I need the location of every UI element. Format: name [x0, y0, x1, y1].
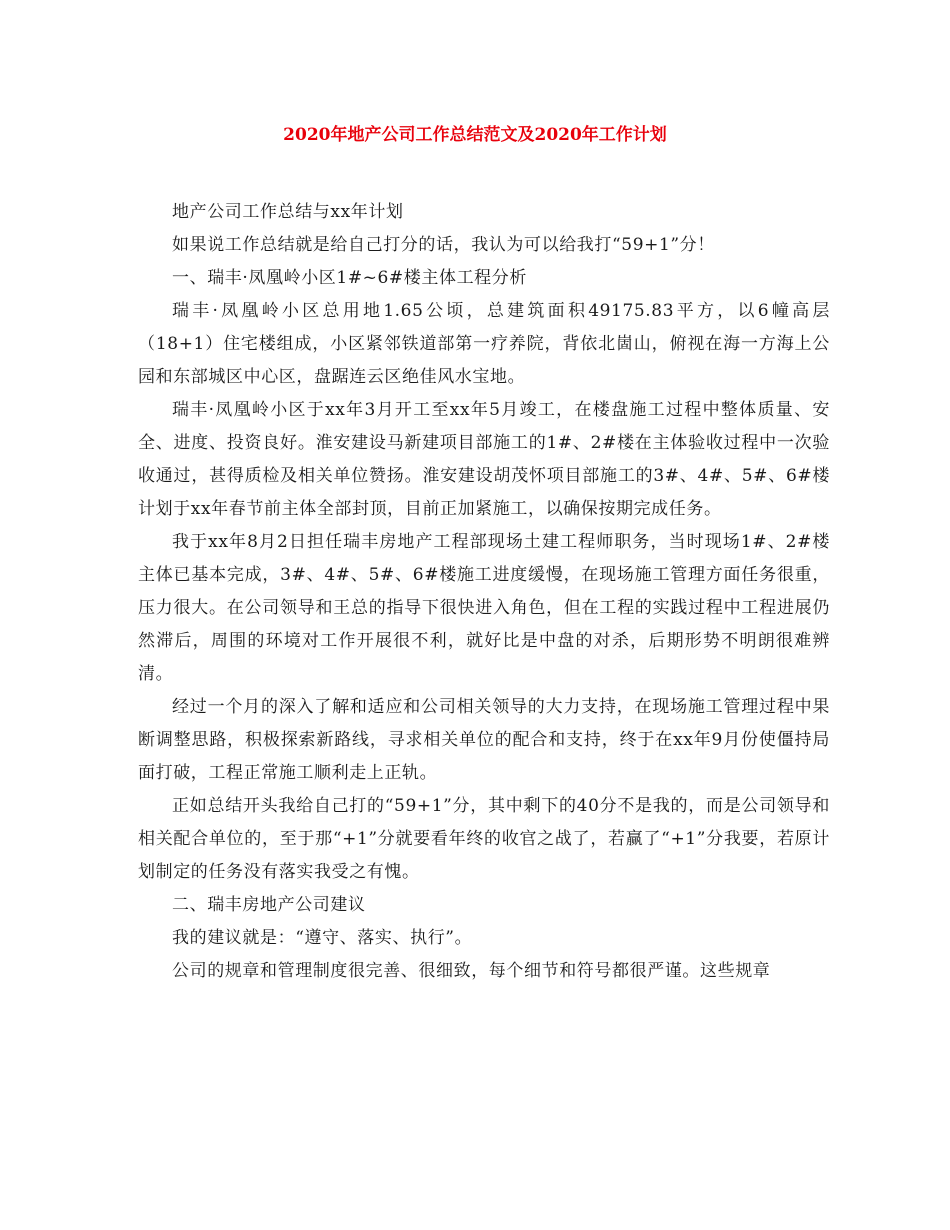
paragraph: 正如总结开头我给自己打的“59+1”分，其中剩下的40分不是我的，而是公司领导和相关配合单位的，至于那“+1”分就要看年终的收官之战了，若赢了“+1”分我要，若原计划制定的任务没有落实我受之有愧。 — [138, 796, 830, 882]
paragraph: 瑞丰·凤凰岭小区总用地1.65公顷，总建筑面积49175.83平方，以6幢高层（18+1）住宅楼组成，小区紧邻铁道部第一疗养院，背依北崮山，俯视在海一方海上公园和东部城区中心区，盘踞连云区绝佳风水宝地。 — [138, 301, 830, 387]
document-body — [138, 196, 830, 988]
section-heading: 二、瑞丰房地产公司建议 — [172, 895, 366, 915]
paragraph: 我的建议就是：“遵守、落实、执行”。 — [172, 928, 473, 948]
section-heading: 一、瑞丰·凤凰岭小区1#~6#楼主体工程分析 — [172, 268, 527, 288]
paragraph: 如果说工作总结就是给自己打分的话，我认为可以给我打“59+1”分！ — [172, 235, 715, 255]
document-title: 2020年地产公司工作总结范文及2020年工作计划 — [283, 125, 667, 145]
paragraph: 地产公司工作总结与xx年计划 — [172, 202, 404, 222]
paragraph: 公司的规章和管理制度很完善、很细致，每个细节和符号都很严谨。这些规章 — [172, 961, 771, 981]
paragraph: 经过一个月的深入了解和适应和公司相关领导的大力支持，在现场施工管理过程中果断调整思路，积极探索新路线，寻求相关单位的配合和支持，终于在xx年9月份使僵持局面打破，工程正常施工顺利走上正轨。 — [138, 697, 830, 783]
paragraph: 我于xx年8月2日担任瑞丰房地产工程部现场土建工程师职务，当时现场1#、2#楼主体已基本完成，3#、4#、5#、6#楼施工进度缓慢，在现场施工管理方面任务很重，压力很大。在公司领导和王总的指导下很快进入角色，但在工程的实践过程中工程进展仍然滞后，周围的环境对工作开展很不利，就好比是中盘的对杀，后期形势不明朗很难辨清。 — [138, 532, 830, 684]
paragraph: 瑞丰·凤凰岭小区于xx年3月开工至xx年5月竣工，在楼盘施工过程中整体质量、安全、进度、投资良好。淮安建设马新建项目部施工的1#、2#楼在主体验收过程中一次验收通过，甚得质检及相关单位赞扬。淮安建设胡茂怀项目部施工的3#、4#、5#、6#楼计划于xx年春节前主体全部封顶，目前正加紧施工，以确保按期完成任务。 — [138, 400, 830, 519]
